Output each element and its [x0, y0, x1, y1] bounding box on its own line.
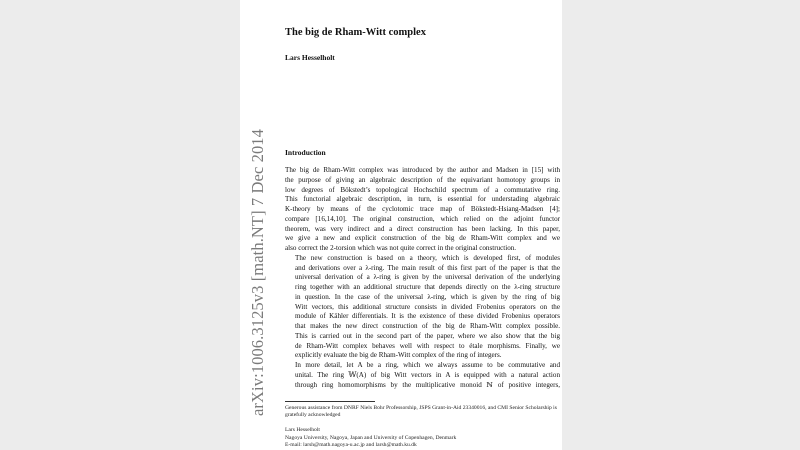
text-line: in question. In the case of the universal λ-ring, which is given by the ring of big: [295, 292, 560, 301]
text-line: The new construction is based on a theory, which is developed first, of modules: [295, 253, 560, 262]
text-line: and derivations over a λ-ring. The main result of this first part of the paper is that the: [295, 263, 560, 272]
section-heading: Introduction: [285, 148, 326, 157]
text-line: The big de Rham-Witt complex was introduced by the author and Madsen in [15] with: [285, 166, 560, 174]
text-line: de Rham-Witt complex behaves well with respect to étale morphisms. Finally, we: [295, 341, 560, 350]
text-line: also correct the 2-torsion which was not quite correct in the original construction.: [285, 244, 517, 252]
footnote: Generous assistance from DNRF Niels Bohr Professorship, JSPS Grant-in-Aid 23340016, and CMI Senior Scholarship is gratefully acknowledged: [285, 405, 557, 418]
text-line: compare [16,14,10]. The original construction, which relied on the adjoint functor: [285, 214, 560, 223]
text-line: theorem, was very indirect and a direct construction has been lacking. In this paper,: [285, 224, 560, 233]
text-line: the purpose of giving an algebraic description of the equivariant homotopy groups in: [285, 175, 560, 184]
text-line: K-theory by means of the cyclotomic trace map of Bökstedt-Hsiang-Madsen [4];: [285, 205, 560, 213]
text-line: ring together with an additional structure that depends directly on the λ-ring structure: [295, 283, 560, 291]
text-line: In more detail, let A be a ring, which we always assume to be commutative and: [295, 361, 560, 369]
paper-title: The big de Rham-Witt complex: [285, 27, 426, 38]
author-affiliation: [285, 427, 560, 450]
paragraph-1: [285, 166, 560, 254]
text-line: that makes the new direct construction of the big de Rham-Witt complex possible.: [295, 322, 560, 330]
affiliation-email: E-mail: larsh@math.nagoya-u.ac.jp and larsh@math.ku.dk: [285, 442, 417, 449]
text-line: universal derivation of a λ-ring is given by the universal derivation of the underlying: [295, 273, 560, 282]
text-line: unital. The ring 𝕎(A) of big Witt vectors in A is equipped with a natural action: [295, 370, 560, 379]
text-line: we give a new and explicit construction of the big de Rham-Witt complex and we: [285, 234, 560, 243]
text-line: module of Kähler differentials. It is the existence of these divided Frobenius operators: [295, 312, 560, 321]
arxiv-stamp: arXiv:1006.3125v3 [math.NT] 7 Dec 2014: [248, 129, 267, 416]
text-line: This functorial algebraic description, in turn, is essential for understading algebraic: [285, 195, 560, 204]
affiliation-institution: Nagoya University, Nagoya, Japan and University of Copenhagen, Denmark: [285, 434, 457, 441]
text-line: through ring homomorphisms by the multiplicative monoid ℕ of positive integers,: [295, 380, 560, 389]
text-line: Witt vectors, this additional structure consists in divided Frobenius operators on the: [295, 302, 560, 311]
paragraph-2: [285, 254, 560, 361]
footnote-rule: [285, 401, 375, 402]
paragraph-3: [285, 361, 560, 390]
affiliation-name: Lars Hesselholt: [285, 427, 320, 433]
text-line: This is carried out in the second part of the paper, where we also show that the big: [295, 331, 560, 340]
paper-author: Lars Hesselholt: [285, 53, 335, 62]
text-line: low degrees of Bökstedt’s topological Hochschild spectrum of a commutative ring.: [285, 185, 560, 194]
text-line: explicitly evaluate the big de Rham-Witt complex of the ring of integers.: [295, 351, 502, 360]
body-text: [285, 166, 560, 390]
